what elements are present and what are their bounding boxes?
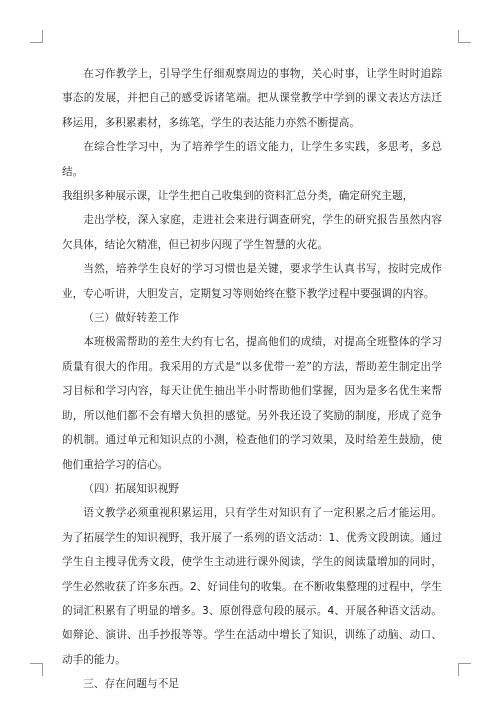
paragraph-comprehensive-learning: 在综合性学习中，为了培养学生的语文能力，让学生多实践，多思考，多总结。 — [62, 141, 442, 178]
paragraph-language-activities: 语文教学必须重视积累运用，只有学生对知识有了一定积累之后才能运用。为了拓展学生的知识视野，我开展了一系列的语文活动：1、优秀文段朗读。通过学生自主搜寻优秀文段，使学生主动进行课外阅读，学生的阅读量增加的同时，学生必然收获了许多东西。2、好词佳句的收集。在不断收集整理的过程中，学生的词汇积累有了明显的增多。3、原创得意句段的展示。4、开展各种语文活动。如辩论、演讲、出手抄报等等。学生在活动中增长了知识，训练了动脑、动口、动手的能力。 — [62, 507, 442, 666]
crop-mark-bottom-left — [30, 663, 43, 676]
section-heading-improve-weak-students: （三）做好转差工作 — [83, 312, 179, 325]
section-heading-problems: 三、存在问题与不足 — [83, 678, 179, 691]
paragraph-writing-teaching: 在习作教学上，引导学生仔细观察周边的事物，关心时事，让学生时时追踪事态的发展，并把自己的感受诉诸笔端。把从课堂教学中学到的课文表达方法迁移运用，多积累素材，多练笔，学生的表达能力亦然不断提高。 — [62, 68, 442, 129]
paragraph-showcase-classes: 我组织多种展示课，让学生把自己收集到的资料汇总分类，确定研究主题， — [62, 190, 414, 203]
crop-mark-top-left — [30, 30, 43, 43]
document-body — [62, 62, 442, 697]
crop-mark-top-right — [458, 30, 471, 43]
crop-mark-bottom-right — [458, 663, 471, 676]
paragraph-field-research: 走出学校，深入家庭，走进社会来进行调查研究，学生的研究报告虽然内容欠具体，结论欠精准，但已初步闪现了学生智慧的火花。 — [62, 214, 442, 251]
paragraph-study-habits: 当然，培养学生良好的学习习惯也是关键，要求学生认真书写，按时完成作业，专心听讲，大胆发言，定期复习等则始终在整下教学过程中要强调的内容。 — [62, 263, 442, 300]
section-heading-expand-knowledge: （四）拓展知识视野 — [83, 482, 179, 495]
paragraph-weak-students: 本班极需帮助的差生大约有七名，提高他们的成绩，对提高全班整体的学习质量有很大的作用。我采用的方式是“以多优带一差”的方法，帮助差生制定出学习目标和学习内容，每天让优生抽出半小时帮助他们掌握，因为是多名优生来帮助，所以他们都不会有增大负担的感觉。另外我还设了奖励的制度，形成了竞争的机制。通过单元和知识点的小测，检查他们的学习效果，及时给差生鼓励，使他们重拾学习的信心。 — [62, 336, 442, 471]
